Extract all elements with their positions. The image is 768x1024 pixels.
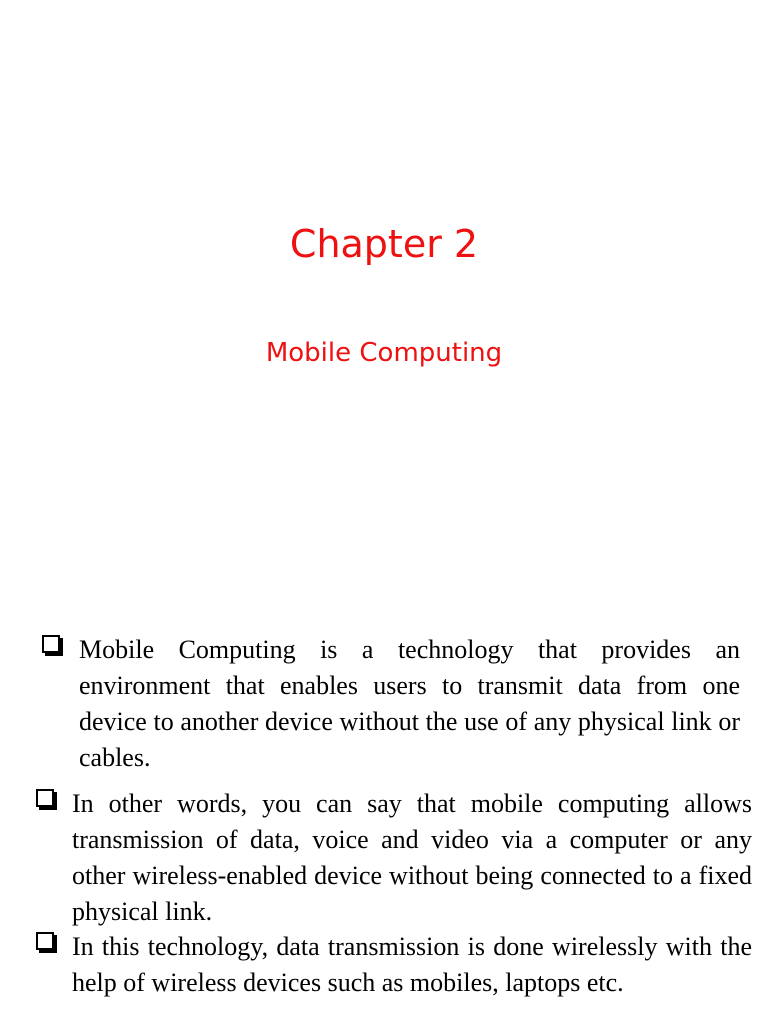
checkbox-outline-icon [36, 932, 54, 950]
bullet-text: In other words, you can say that mobile computing allows transmission of data, voice and video via a computer or any other wireless-enabled device without being connected to a fixed physical link. [72, 789, 752, 926]
bullet-text: In this technology, data transmission is done wirelessly with the help of wireless devices such as mobiles, laptops etc. [72, 932, 752, 997]
chapter-subtitle: Mobile Computing [265, 338, 503, 368]
checkbox-outline-icon [42, 635, 60, 653]
checkbox-outline-icon [36, 789, 54, 807]
chapter-title: Chapter 2 [289, 222, 479, 266]
bullet-text: Mobile Computing is a technology that provides an environment that enables users to transmit data from one device to another device without the use of any physical link or cables. [79, 635, 740, 772]
